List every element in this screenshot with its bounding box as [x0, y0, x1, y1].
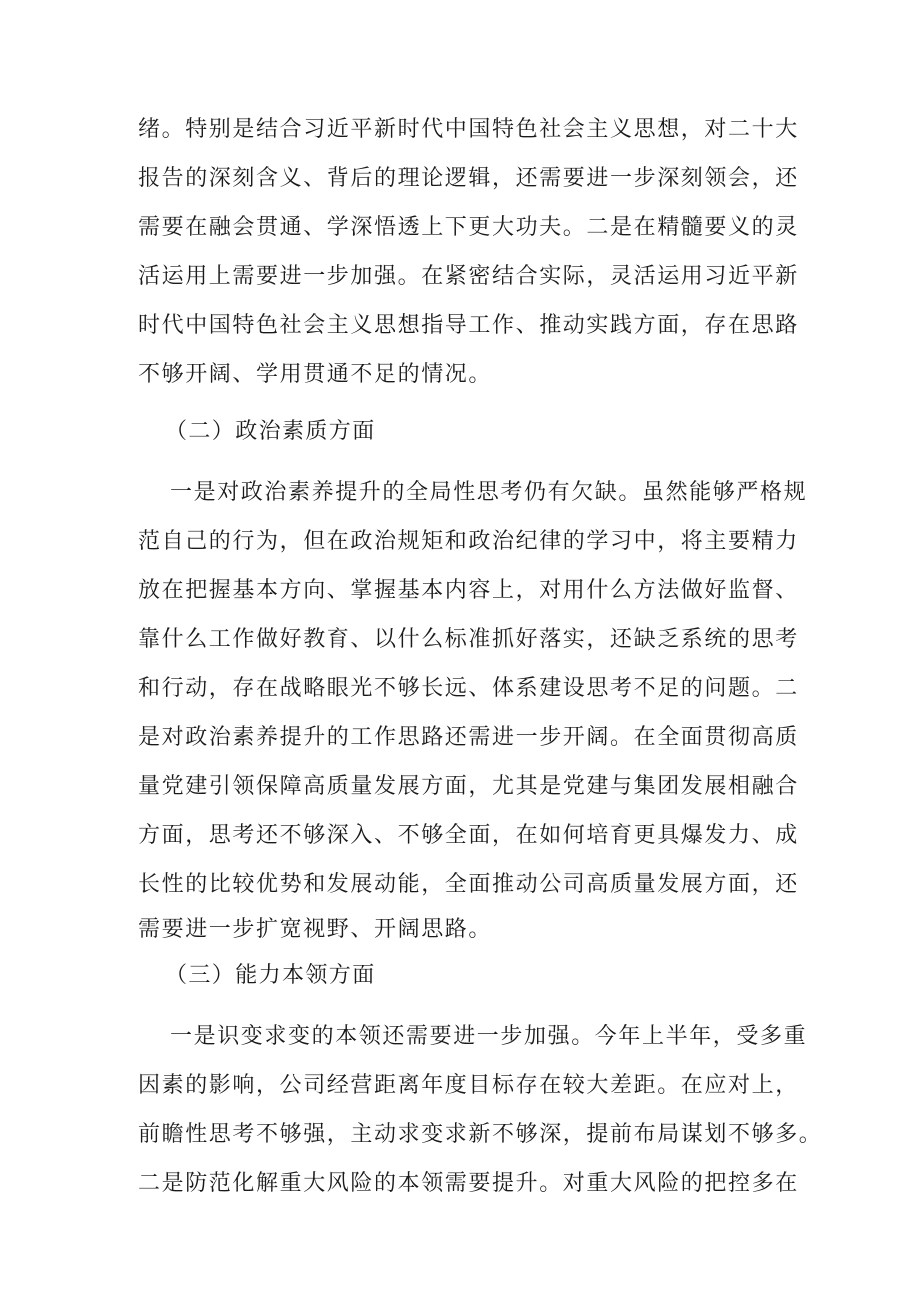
paragraph-line: 方面，思考还不够深入、不够全面，在如何培育更具爆发力、成: [138, 823, 799, 848]
paragraph-line: 报告的深刻含义、背后的理论逻辑，还需要进一步深刻领会，还: [138, 166, 799, 191]
paragraph-line: 是对政治素养提升的工作思路还需进一步开阔。在全面贯彻高质: [138, 725, 799, 750]
paragraph-line: 因素的影响，公司经营距离年度目标存在较大差距。在应对上，: [138, 1073, 799, 1098]
paragraph-line: 长性的比较优势和发展动能，全面推动公司高质量发展方面，还: [138, 872, 799, 897]
paragraph-line: 绪。特别是结合习近平新时代中国特色社会主义思想，对二十大: [138, 117, 799, 142]
paragraph-line: 靠什么工作做好教育、以什么标准抓好落实，还缺乏系统的思考: [138, 627, 799, 652]
paragraph-line: 需要进一步扩宽视野、开阔思路。: [138, 917, 493, 942]
section-heading-political-quality: （二）政治素质方面: [165, 419, 376, 444]
paragraph-line: 不够开阔、学用贯通不足的情况。: [138, 362, 493, 387]
paragraph-line: 前瞻性思考不够强，主动求变求新不够深，提前布局谋划不够多。: [138, 1122, 823, 1147]
section-heading-ability: （三）能力本领方面: [165, 963, 376, 988]
paragraph-line: 和行动，存在战略眼光不够长远、体系建设思考不足的问题。二: [138, 676, 799, 701]
paragraph-line: 范自己的行为，但在政治规矩和政治纪律的学习中，将主要精力: [138, 529, 799, 554]
paragraph-line: 量党建引领保障高质量发展方面，尤其是党建与集团发展相融合: [138, 774, 799, 799]
paragraph-line: 二是防范化解重大风险的本领需要提升。对重大风险的把控多在: [138, 1171, 799, 1196]
paragraph-line: 一是对政治素养提升的全局性思考仍有欠缺。虽然能够严格规: [170, 480, 808, 505]
paragraph-line: 活运用上需要进一步加强。在紧密结合实际，灵活运用习近平新: [138, 264, 799, 289]
paragraph-line: 时代中国特色社会主义思想指导工作、推动实践方面，存在思路: [138, 313, 799, 338]
paragraph-line: 一是识变求变的本领还需要进一步加强。今年上半年，受多重: [170, 1024, 808, 1049]
paragraph-line: 需要在融会贯通、学深悟透上下更大功夫。二是在精髓要义的灵: [138, 215, 799, 240]
paragraph-line: 放在把握基本方向、掌握基本内容上，对用什么方法做好监督、: [138, 578, 799, 603]
